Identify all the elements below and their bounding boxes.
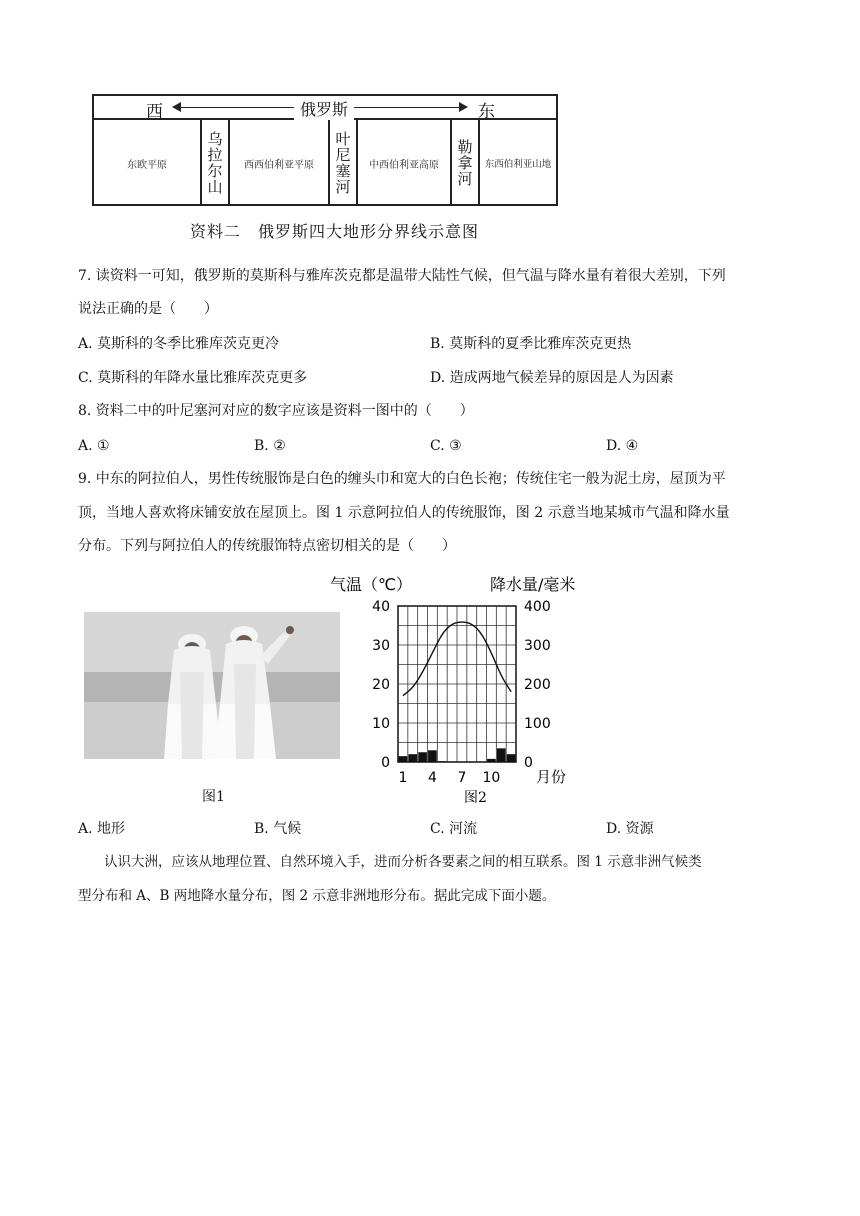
y-left-tick-label: 20 <box>372 677 390 693</box>
q9-option-b[interactable]: B. 气候 <box>254 821 302 837</box>
q7-option-b[interactable]: B. 莫斯科的夏季比雅库茨克更热 <box>430 336 632 352</box>
arrow-left-icon <box>172 102 181 112</box>
arrow-right-icon <box>459 102 468 112</box>
q9-stem-line2: 顶，当地人喜欢将床铺安放在屋顶上。图 1 示意阿拉伯人的传统服饰，图 2 示意当地某城市气温和降水量 <box>78 505 730 521</box>
q7-option-c[interactable]: C. 莫斯科的年降水量比雅库茨克更多 <box>78 370 308 386</box>
intro-line2: 型分布和 A、B 两地降水量分布，图 2 示意非洲地形分布。据此完成下面小题。 <box>78 888 556 904</box>
q7-option-d[interactable]: D. 造成两地气候差异的原因是人为因素 <box>430 370 674 386</box>
country-label: 俄罗斯 <box>294 97 354 120</box>
y-right-tick-label: 100 <box>524 716 551 732</box>
q8-option-d[interactable]: D. ④ <box>606 438 639 454</box>
precipitation-bar <box>507 754 516 762</box>
x-tick-label: 4 <box>427 770 437 786</box>
divider-lena-river: 勒拿河 <box>450 120 480 206</box>
divider-ural-mountains: 乌拉尔山 <box>200 120 230 206</box>
intro-line1: 认识大洲，应该从地理位置、自然环境入手，进而分析各要素之间的相互联系。图 1 示意非洲气候类 <box>104 854 702 870</box>
precipitation-bar <box>487 759 496 762</box>
precipitation-bar <box>428 750 437 762</box>
y-left-axis-label: 气温（℃） <box>330 575 412 594</box>
q8-stem: 8. 资料二中的叶尼塞河对应的数字应该是资料一图中的（ ） <box>78 403 474 419</box>
y-left-tick-label: 30 <box>372 638 390 654</box>
region-east-siberian-mountains: 东西伯利亚山地 <box>484 159 552 170</box>
q9-stem-line1: 9. 中东的阿拉伯人，男性传统服饰是白色的缠头巾和宽大的白色长袍；传统住宅一般为泥土房，屋顶为平 <box>78 471 726 487</box>
x-tick-label: 1 <box>398 770 408 786</box>
fig2-caption: 图2 <box>464 790 487 806</box>
q8-option-c[interactable]: C. ③ <box>430 438 462 454</box>
q9-stem-line3: 分布。下列与阿拉伯人的传统服饰特点密切相关的是（ ） <box>78 538 456 554</box>
q7-option-a[interactable]: A. 莫斯科的冬季比雅库茨克更冷 <box>78 336 280 352</box>
y-right-axis-label: 降水量/毫米 <box>490 575 576 594</box>
y-left-tick-label: 40 <box>372 599 390 615</box>
direction-header <box>94 96 556 120</box>
q9-option-d[interactable]: D. 资源 <box>606 821 654 837</box>
fig1-caption: 图1 <box>202 789 225 805</box>
q8-option-a[interactable]: A. ① <box>78 438 110 454</box>
east-label: 东 <box>478 102 495 122</box>
arab-men-illustration <box>84 612 340 759</box>
q7-stem-line2: 说法正确的是（ ） <box>78 301 218 317</box>
x-tick-label: 7 <box>457 770 467 786</box>
x-axis-unit: 月份 <box>536 768 567 786</box>
precipitation-bar <box>438 761 447 762</box>
precipitation-bar <box>399 756 408 762</box>
q9-option-c[interactable]: C. 河流 <box>430 821 478 837</box>
y-left-tick-label: 10 <box>372 716 390 732</box>
diagram-caption: 资料二 俄罗斯四大地形分界线示意图 <box>190 222 480 241</box>
region-west-siberian-plain: 西西伯利亚平原 <box>244 159 314 171</box>
climate-chart <box>330 572 590 812</box>
arab-clothing-photo <box>84 612 340 759</box>
q8-option-b[interactable]: B. ② <box>254 438 286 454</box>
q9-option-a[interactable]: A. 地形 <box>78 821 126 837</box>
precipitation-bar <box>408 754 417 762</box>
region-central-siberian-plateau: 中西伯利亚高原 <box>369 159 439 171</box>
precipitation-bar <box>497 748 506 762</box>
west-label: 西 <box>146 102 163 122</box>
russia-terrain-diagram <box>92 94 558 206</box>
y-right-tick-label: 200 <box>524 677 551 693</box>
precipitation-bar <box>418 752 427 762</box>
x-tick-label: 10 <box>482 770 501 786</box>
y-left-tick-label: 0 <box>381 755 390 771</box>
y-right-tick-label: 400 <box>524 599 551 615</box>
divider-yenisei-river: 叶尼塞河 <box>328 120 358 206</box>
q7-stem-line1: 7. 读资料一可知，俄罗斯的莫斯科与雅库茨克都是温带大陆性气候，但气温与降水量有着很大差别，下列 <box>78 268 726 284</box>
y-right-tick-label: 0 <box>524 755 533 771</box>
y-right-tick-label: 300 <box>524 638 551 654</box>
region-east-european-plain: 东欧平原 <box>127 159 167 171</box>
